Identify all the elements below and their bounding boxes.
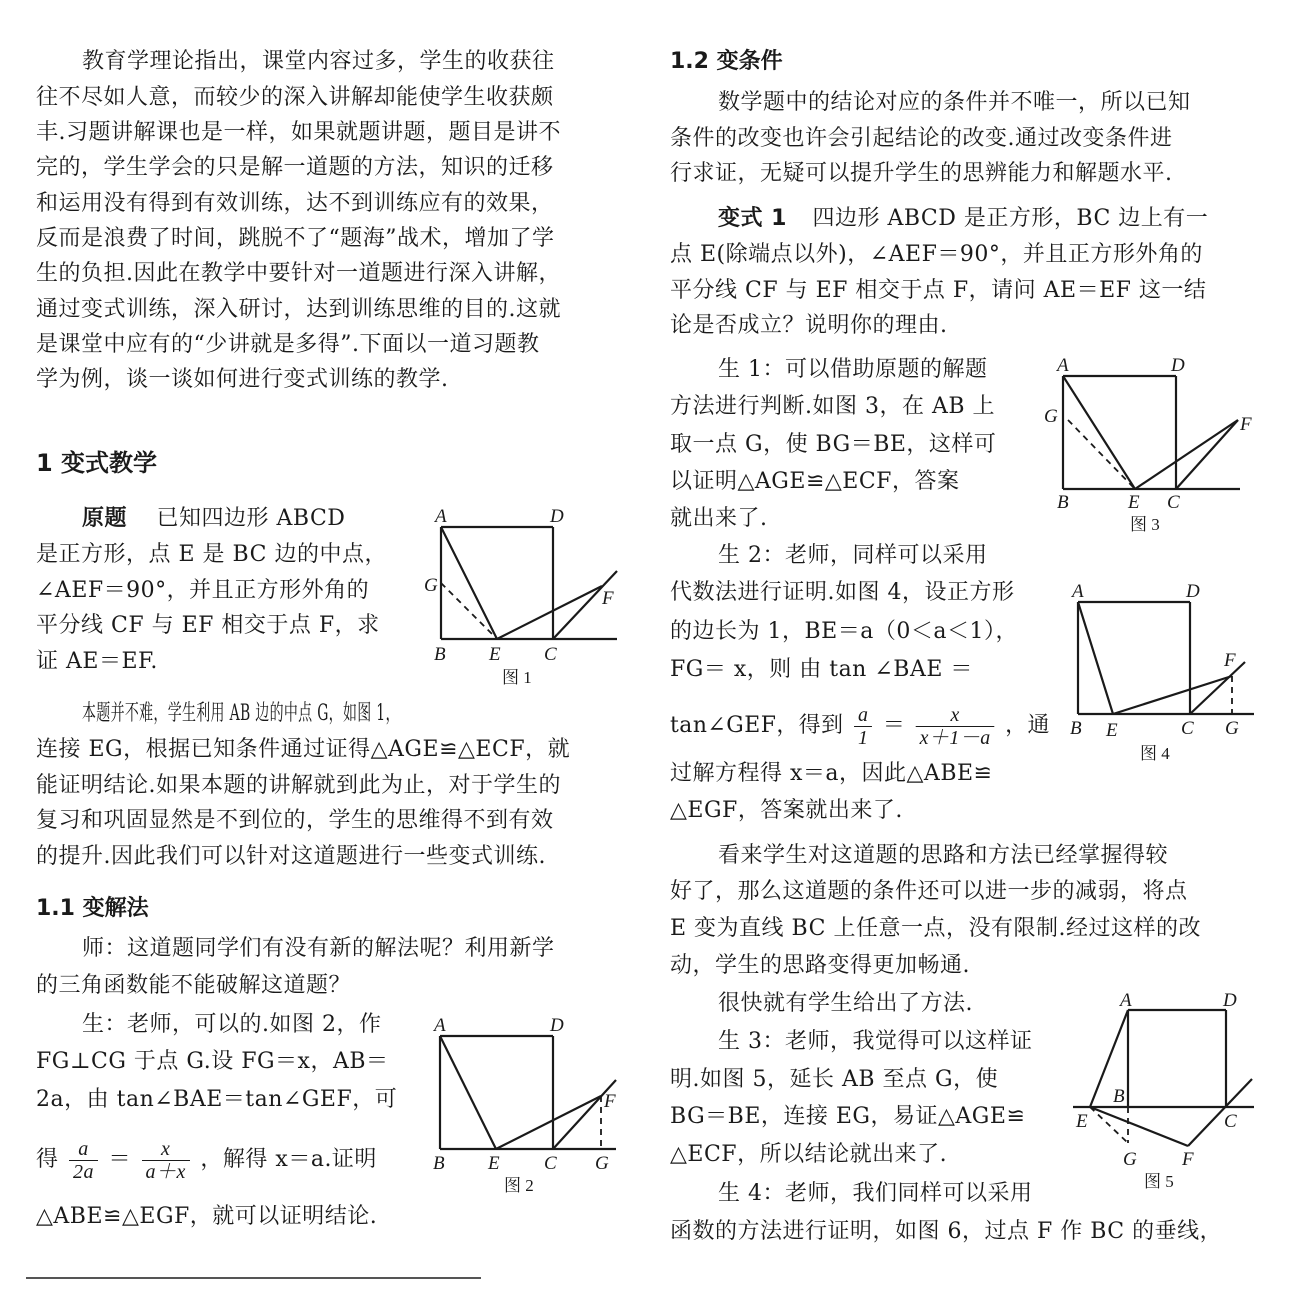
- text: ，通: [1005, 713, 1050, 738]
- segment-AE: [441, 527, 497, 639]
- label-A: A: [1072, 581, 1084, 602]
- intro-line: 反而是浪费了时间，跳脱不了“题海”战术，增加了学: [36, 226, 555, 251]
- label-D: D: [550, 1015, 564, 1036]
- text: ，解得 x＝a.证明: [200, 1147, 377, 1172]
- fraction-numerator: x: [142, 1138, 190, 1161]
- student4-line: 函数的方法进行证明，如图 6，过点 F 作 BC 的垂线，: [670, 1219, 1223, 1244]
- label-C: C: [1181, 718, 1194, 739]
- variant-line: 点 E(除端点以外)，∠AEF＝90°，并且正方形外角的: [670, 242, 1203, 267]
- student2-line: 代数法进行证明.如图 4，设正方形: [670, 580, 1015, 605]
- label-F: F: [1240, 414, 1252, 435]
- figure-5: [1060, 985, 1270, 1190]
- variant-line: 论是否成立？说明你的理由.: [670, 313, 948, 338]
- fraction-numerator: x: [916, 704, 995, 727]
- intro-line: 是课堂中应有的“少讲就是多得”.下面以一道习题教: [36, 332, 540, 357]
- variant-label: 变式 1: [718, 206, 787, 231]
- fraction-denominator: a＋x: [145, 1160, 186, 1183]
- segment-AE: [440, 1036, 496, 1149]
- intro-line: 和运用没有得到有效训练，达不到训练应有的效果，: [36, 191, 554, 216]
- label-G: G: [1044, 406, 1058, 427]
- student-line: 2a，由 tan∠BAE＝tan∠GEF，可: [36, 1087, 398, 1112]
- figure-1: [420, 500, 630, 690]
- label-A: A: [435, 506, 447, 527]
- segment-AE: [1078, 602, 1113, 714]
- label-G: G: [424, 575, 438, 596]
- label-E: E: [1076, 1111, 1088, 1132]
- student2-line: 过解方程得 x＝a，因此△ABE≌: [670, 761, 993, 786]
- problem-line: [82, 505, 345, 533]
- student-equation-line: [36, 1130, 377, 1190]
- para-line: 连接 EG，根据已知条件通过证得△AGE≌△ECF，就: [36, 737, 571, 762]
- student1-line: 以证明△AGE≌△ECF，答案: [670, 469, 960, 494]
- bisector-CF: [1190, 662, 1245, 714]
- equals: ＝: [882, 713, 906, 738]
- student4-line: 生 4：老师，我们同样可以采用: [718, 1181, 1033, 1206]
- figure-caption: 图 2: [504, 1176, 534, 1195]
- para-line: 条件的改变也许会引起结论的改变.通过改变条件进: [670, 126, 1173, 151]
- problem-label: 原题: [82, 506, 128, 531]
- student3-line: BG＝BE，连接 EG，易证△AGE≌: [670, 1104, 1026, 1129]
- segment-AE: [1063, 376, 1135, 489]
- figure-caption: 图 4: [1140, 744, 1170, 763]
- label-D: D: [1223, 990, 1237, 1011]
- problem-text: 已知四边形 ABCD: [156, 506, 346, 531]
- intro-line: 完的，学生学会的只是解一道题的方法，知识的迁移: [36, 155, 554, 180]
- fraction-numerator: a: [69, 1138, 98, 1161]
- label-A: A: [1057, 355, 1069, 376]
- problem-line: ∠AEF＝90°，并且正方形外角的: [36, 578, 370, 603]
- fraction: [69, 1138, 98, 1183]
- label-D: D: [550, 506, 564, 527]
- student2-equation-line: [670, 696, 1050, 756]
- label-G: G: [1123, 1149, 1137, 1170]
- segment-GE-dashed: [1068, 420, 1135, 489]
- student2-line: 的边长为 1，BE＝a（0＜a＜1），: [670, 619, 1018, 644]
- segment-EF: [1113, 676, 1232, 714]
- problem-line: 是正方形，点 E 是 BC 边的中点，: [36, 542, 387, 567]
- label-C: C: [544, 1153, 557, 1174]
- intro-line: 生的负担.因此在教学中要针对一道题进行深入讲解，: [36, 261, 561, 286]
- student3-line: 明.如图 5，延长 AB 至点 G，使: [670, 1067, 999, 1092]
- fraction-denominator: x＋1－a: [919, 726, 991, 749]
- para-line: 好了，那么这道题的条件还可以进一步的减弱，将点: [670, 879, 1188, 904]
- figure-3: [1040, 350, 1260, 540]
- label-F: F: [602, 588, 614, 609]
- label-C: C: [1167, 492, 1180, 513]
- variant-text: 四边形 ABCD 是正方形，BC 边上有一: [812, 206, 1209, 231]
- variant-line: [718, 205, 1208, 233]
- subsection-heading: 1.2 变条件: [670, 49, 783, 74]
- para-line: 很快就有学生给出了方法.: [718, 991, 973, 1016]
- student2-line: △EGF，答案就出来了.: [670, 798, 903, 823]
- segment-EG-dashed: [1090, 1107, 1128, 1143]
- student3-line: △ECF，所以结论就出来了.: [670, 1142, 948, 1167]
- para-line: 师：这道题同学们有没有新的解法呢？利用新学: [82, 936, 555, 961]
- label-C: C: [1224, 1111, 1237, 1132]
- label-A: A: [434, 1015, 446, 1036]
- para-line: 看来学生对这道题的思路和方法已经掌握得较: [718, 843, 1169, 868]
- student2-line: 生 2：老师，同样可以采用: [718, 543, 988, 568]
- para-line: 数学题中的结论对应的条件并不唯一，所以已知: [718, 90, 1191, 115]
- label-E: E: [489, 644, 501, 665]
- figure-2: [420, 1005, 630, 1195]
- figure-caption: 图 3: [1130, 515, 1160, 534]
- para-line: 的提升.因此我们可以针对这道题进行一些变式训练.: [36, 844, 546, 869]
- student1-line: 取一点 G，使 BG＝BE，这样可: [670, 432, 997, 457]
- student3-line: 生 3：老师，我觉得可以这样证: [718, 1029, 1033, 1054]
- para-line: 动，学生的思路变得更加畅通.: [670, 953, 970, 978]
- label-A: A: [1120, 990, 1132, 1011]
- fraction: [142, 1138, 190, 1183]
- intro-line: 教育学理论指出，课堂内容过多，学生的收获往: [82, 49, 555, 74]
- fraction: [916, 704, 995, 749]
- segment-GE-dashed: [441, 583, 497, 639]
- label-F: F: [1182, 1149, 1194, 1170]
- label-C: C: [544, 644, 557, 665]
- label-F: F: [1224, 650, 1236, 671]
- label-E: E: [1128, 492, 1140, 513]
- intro-line: 丰.习题讲解课也是一样，如果就题讲题，题目是讲不: [36, 120, 561, 145]
- label-E: E: [488, 1153, 500, 1174]
- para-line: E 变为直线 BC 上任意一点，没有限制.经过这样的改: [670, 916, 1201, 941]
- subsection-heading: 1.1 变解法: [36, 896, 149, 921]
- intro-line: 往不尽如人意，而较少的深入讲解却能使学生收获颇: [36, 85, 554, 110]
- footnote-rule: [26, 1277, 481, 1279]
- segment-EF: [497, 586, 602, 639]
- student-line: 生：老师，可以的.如图 2，作: [82, 1012, 382, 1037]
- label-F: F: [604, 1091, 616, 1112]
- para-line: 本题并不难，学生利用 AB 边的中点 G，如图 1，: [82, 701, 400, 726]
- fraction-denominator: 1: [857, 726, 869, 749]
- equals: ＝: [108, 1147, 132, 1172]
- student1-line: 生 1：可以借助原题的解题: [718, 357, 988, 382]
- student-line: △ABE≌△EGF，就可以证明结论.: [36, 1204, 378, 1229]
- intro-line: 学为例，谈一谈如何进行变式训练的教学.: [36, 367, 449, 392]
- label-B: B: [434, 644, 446, 665]
- para-line: 复习和巩固显然是不到位的，学生的思维得不到有效: [36, 808, 554, 833]
- fraction-numerator: a: [854, 704, 872, 727]
- variant-line: 平分线 CF 与 EF 相交于点 F，请问 AE＝EF 这一结: [670, 278, 1207, 303]
- student2-line: FG＝ x，则 由 tan ∠BAE ＝: [670, 657, 973, 682]
- student-line: FG⊥CG 于点 G.设 FG＝x，AB＝: [36, 1049, 389, 1074]
- para-line: 能证明结论.如果本题的讲解就到此为止，对于学生的: [36, 773, 561, 798]
- label-D: D: [1186, 581, 1200, 602]
- segment-EF: [496, 1096, 601, 1149]
- label-B: B: [1113, 1086, 1125, 1107]
- label-E: E: [1106, 720, 1118, 741]
- section-heading: 1 变式教学: [36, 449, 158, 477]
- label-G: G: [1225, 718, 1239, 739]
- text: 得: [36, 1147, 59, 1172]
- intro-line: 通过变式训练，深入研讨，达到训练思维的目的.这就: [36, 297, 561, 322]
- label-D: D: [1171, 355, 1185, 376]
- segment-EF: [1090, 1107, 1188, 1146]
- figure-caption: 图 1: [502, 668, 532, 687]
- problem-line: 证 AE＝EF.: [36, 649, 158, 674]
- label-G: G: [595, 1153, 609, 1174]
- label-B: B: [1070, 718, 1082, 739]
- fraction: [854, 704, 872, 749]
- problem-line: 平分线 CF 与 EF 相交于点 F，求: [36, 613, 380, 638]
- bisector-CF: [1188, 1079, 1252, 1146]
- label-B: B: [433, 1153, 445, 1174]
- para-line: 行求证，无疑可以提升学生的思辨能力和解题水平.: [670, 161, 1173, 186]
- student1-line: 就出来了.: [670, 506, 768, 531]
- figure-4: [1060, 575, 1270, 765]
- figure-caption: 图 5: [1144, 1172, 1174, 1190]
- label-B: B: [1057, 492, 1069, 513]
- text: tan∠GEF，得到: [670, 713, 844, 738]
- student1-line: 方法进行判断.如图 3，在 AB 上: [670, 394, 996, 419]
- fraction-denominator: 2a: [73, 1160, 95, 1183]
- para-line: 的三角函数能不能破解这道题？: [36, 973, 352, 998]
